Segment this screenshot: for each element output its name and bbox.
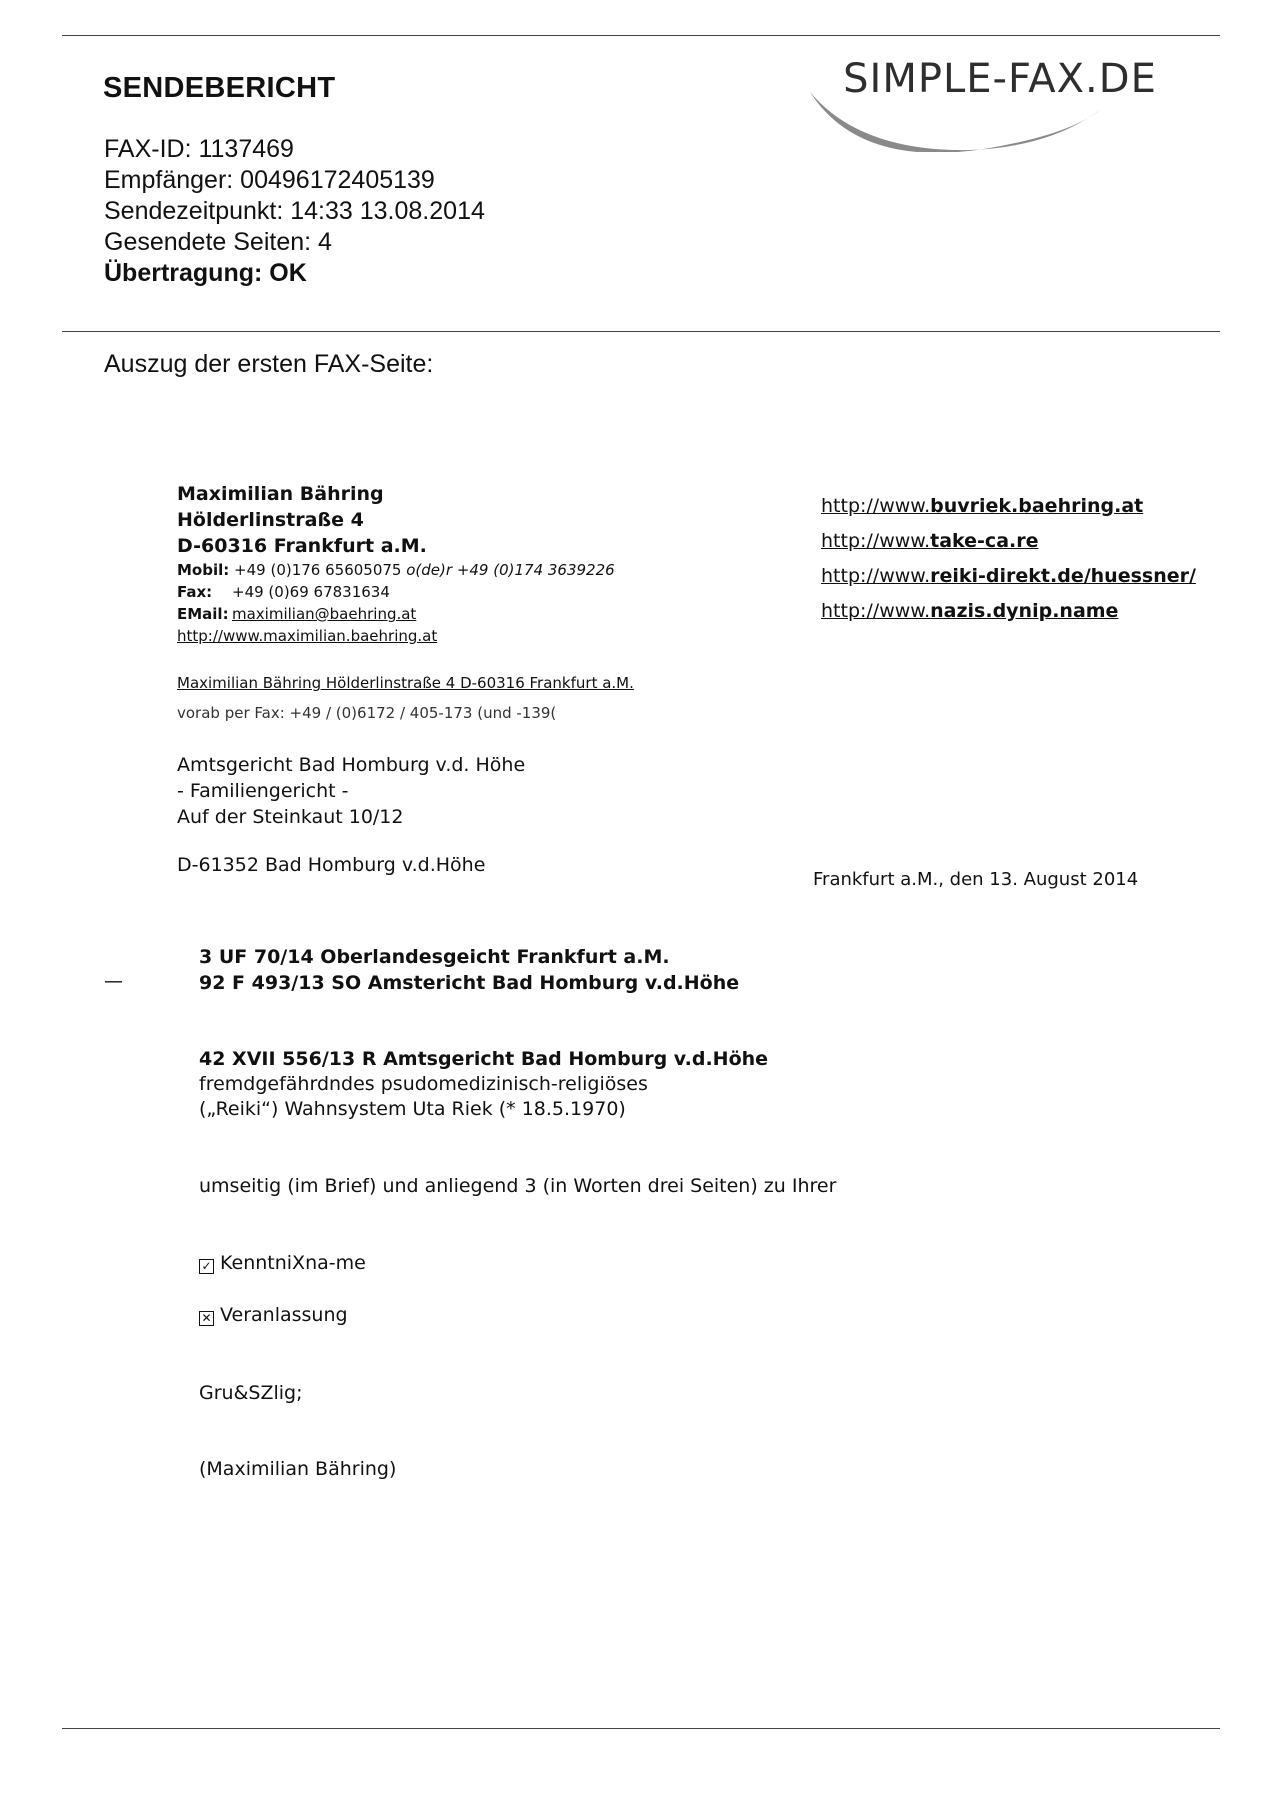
- sender-city: D-60316 Frankfurt a.M.: [177, 535, 427, 557]
- sender-web: [177, 625, 615, 647]
- transmission-status: Übertragung: OK: [104, 259, 307, 287]
- recipient-address: Amtsgericht Bad Homburg v.d. Höhe - Familiengericht - Auf der Steinkaut 10/12: [177, 754, 526, 828]
- margin-dash: —: [104, 970, 123, 992]
- checkbox-kenntnisnahme: ✓ KenntniXna-me: [199, 1252, 366, 1274]
- subject-block: 42 XVII 556/13 R Amtsgericht Bad Homburg v.d.Höhe fremdgefährdndes psudomedizinisch-religiöses („Reiki“) Wahnsystem Uta Riek (* 18.5.1970): [199, 1048, 769, 1120]
- fax-notice: vorab per Fax: +49 / (0)6172 / 405-173 (und -139(: [177, 704, 557, 722]
- signature: (Maximilian Bähring): [199, 1458, 397, 1480]
- simple-fax-logo: [800, 52, 1200, 152]
- pages-sent: Gesendete Seiten: 4: [104, 228, 332, 256]
- letter-date: Frankfurt a.M., den 13. August 2014: [813, 869, 1139, 890]
- recipient-number: Empfänger: 00496172405139: [104, 166, 435, 194]
- return-address: Maximilian Bähring Hölderlinstraße 4 D-60316 Frankfurt a.M.: [177, 674, 634, 692]
- link-item[interactable]: http://www.nazis.dynip.name: [821, 600, 1119, 622]
- link-item[interactable]: http://www.reiki-direkt.de/huessner/: [821, 565, 1196, 587]
- bottom-divider: [62, 1728, 1220, 1729]
- sender-block: [177, 481, 615, 647]
- fax-id: FAX-ID: 1137469: [104, 135, 294, 163]
- website-link[interactable]: http://www.maximilian.baehring.at: [177, 627, 438, 645]
- cross-mark-icon: ✕: [199, 1311, 214, 1326]
- case-references: [199, 944, 739, 996]
- sender-fax: Fax: +49 (0)69 67831634: [177, 583, 390, 601]
- sender-email: EMail: maximilian@baehring.at: [177, 605, 417, 623]
- checkmark-icon: ✓: [199, 1259, 214, 1274]
- fax-meta: [104, 134, 485, 289]
- reference-line: 3 UF 70/14 Oberlandesgeicht Frankfurt a.M.: [199, 946, 670, 968]
- checkbox-veranlassung: ✕ Veranlassung: [199, 1304, 348, 1326]
- send-time: Sendezeitpunkt: 14:33 13.08.2014: [104, 197, 485, 225]
- link-item[interactable]: http://www.buvriek.baehring.at: [821, 495, 1144, 517]
- sender-street: Hölderlinstraße 4: [177, 509, 364, 531]
- logo-text: SIMPLE-FAX.DE: [843, 56, 1157, 102]
- greeting: Gru&SZlig;: [199, 1382, 303, 1404]
- report-title: SENDEBERICHT: [103, 72, 336, 104]
- link-item[interactable]: http://www.take-ca.re: [821, 530, 1039, 552]
- excerpt-label: Auszug der ersten FAX-Seite:: [104, 350, 434, 378]
- body-text: umseitig (im Brief) und anliegend 3 (in Worten drei Seiten) zu Ihrer: [199, 1175, 837, 1197]
- mid-divider: [62, 331, 1220, 332]
- reference-line: 92 F 493/13 SO Amstericht Bad Homburg v.d.Höhe: [199, 972, 740, 994]
- sender-mobil: Mobil: +49 (0)176 65605075 o(de)r +49 (0)174 3639226: [177, 561, 615, 579]
- top-divider: [62, 35, 1220, 36]
- sender-name: Maximilian Bähring: [177, 483, 384, 505]
- link-list: [821, 489, 1196, 629]
- recipient-city: D-61352 Bad Homburg v.d.Höhe: [177, 854, 486, 876]
- email-link[interactable]: maximilian@baehring.at: [232, 605, 417, 623]
